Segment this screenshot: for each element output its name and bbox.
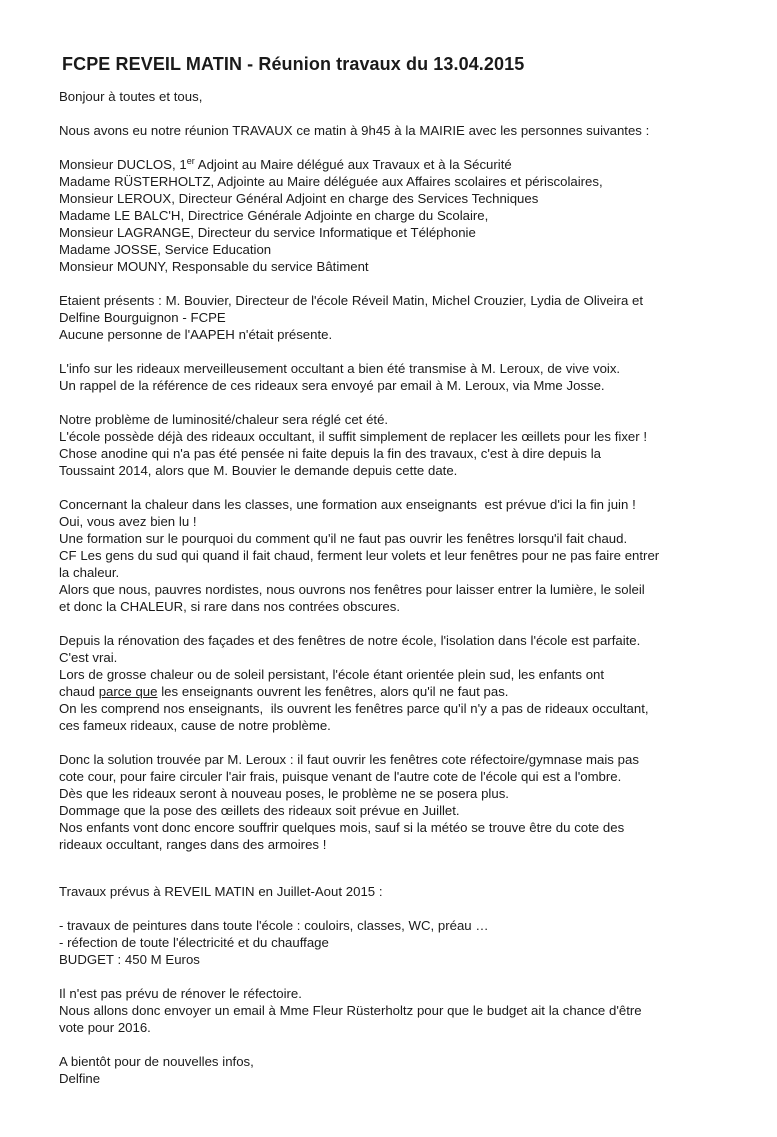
renovation-line-underlined bbox=[59, 683, 739, 700]
works-items-list bbox=[59, 917, 739, 968]
closing-paragraph bbox=[59, 1053, 739, 1087]
present-line-3: Aucune personne de l'AAPEH n'était présente. bbox=[59, 327, 333, 342]
heat-line-4: CF Les gens du sud qui quand il fait chaud, ferment leur volets et leur fenêtres pour ne pas faire entrer bbox=[59, 548, 660, 563]
luminosity-line-4: Toussaint 2014, alors que M. Bouvier le demande depuis cette date. bbox=[59, 463, 458, 478]
spacer bbox=[59, 615, 739, 632]
curtains-info-line-2: Un rappel de la référence de ces rideaux sera envoyé par email à M. Leroux, via Mme Josse. bbox=[59, 378, 605, 393]
luminosity-line-1: Notre problème de luminosité/chaleur sera réglé cet été. bbox=[59, 412, 389, 427]
underlined-phrase: parce que bbox=[98, 684, 158, 699]
renovation-paragraph bbox=[59, 632, 739, 734]
spacer bbox=[59, 343, 739, 360]
attendees-officials-list bbox=[59, 156, 739, 275]
heat-line-2: Oui, vous avez bien lu ! bbox=[59, 514, 197, 529]
solution-line-3: Dès que les rideaux seront à nouveau poses, le problème ne se posera plus. bbox=[59, 786, 509, 801]
spacer bbox=[59, 275, 739, 292]
works-budget: BUDGET : 450 M Euros bbox=[59, 952, 200, 967]
heat-line-7: et donc la CHALEUR, si rare dans nos contrées obscures. bbox=[59, 599, 401, 614]
budget-line-1: Il n'est pas prévu de rénover le réfectoire. bbox=[59, 986, 302, 1001]
spacer bbox=[59, 734, 739, 751]
spacer bbox=[59, 394, 739, 411]
budget-paragraph bbox=[59, 985, 739, 1036]
spacer bbox=[59, 968, 739, 985]
attendee-line-leroux: Monsieur LEROUX, Directeur Général Adjoint en charge des Services Techniques bbox=[59, 191, 539, 206]
attendee-line-le-balch: Madame LE BALC'H, Directrice Générale Adjointe en charge du Scolaire, bbox=[59, 208, 489, 223]
solution-line-5: Nos enfants vont donc encore souffrir quelques mois, sauf si la météo se trouve être du cote des bbox=[59, 820, 625, 835]
heat-line-5: la chaleur. bbox=[59, 565, 120, 580]
greeting-line: Bonjour à toutes et tous, bbox=[59, 89, 203, 104]
solution-line-4: Dommage que la pose des œillets des rideaux soit prévue en Juillet. bbox=[59, 803, 460, 818]
solution-line-6: rideaux occultant, ranges dans des armoires ! bbox=[59, 837, 327, 852]
solution-line-2: cote cour, pour faire circuler l'air frais, puisque venant de l'autre cote de l'école qui est a l'ombre. bbox=[59, 769, 622, 784]
renovation-line-1: Depuis la rénovation des façades et des fenêtres de notre école, l'isolation dans l'école est parfaite. bbox=[59, 633, 641, 648]
page-title: FCPE REVEIL MATIN - Réunion travaux du 13.04.2015 bbox=[62, 54, 525, 75]
present-line-2: Delfine Bourguignon - FCPE bbox=[59, 310, 226, 325]
signature-line: Delfine bbox=[59, 1071, 101, 1086]
document-body bbox=[59, 88, 739, 1087]
underline-line-after: les enseignants ouvrent les fenêtres, alors qu'il ne faut pas. bbox=[157, 684, 509, 699]
attendee-line-mouny: Monsieur MOUNY, Responsable du service Bâtiment bbox=[59, 259, 369, 274]
curtains-info-paragraph bbox=[59, 360, 739, 394]
attendee-line-josse: Madame JOSSE, Service Education bbox=[59, 242, 272, 257]
attendee-line-lagrange: Monsieur LAGRANGE, Directeur du service Informatique et Téléphonie bbox=[59, 225, 476, 240]
luminosity-paragraph bbox=[59, 411, 739, 479]
heat-line-3: Une formation sur le pourquoi du comment qu'il ne faut pas ouvrir les fenêtres lorsqu'il fait chaud. bbox=[59, 531, 628, 546]
luminosity-line-2: L'école possède déjà des rideaux occultant, il suffit simplement de replacer les œillets pour les fixer ! bbox=[59, 429, 648, 444]
closing-line: A bientôt pour de nouvelles infos, bbox=[59, 1054, 254, 1069]
attendee-duclos-prefix: Monsieur DUCLOS, 1 bbox=[59, 157, 187, 172]
attendee-duclos-ordinal: er bbox=[186, 156, 195, 166]
attendee-duclos-suffix: Adjoint au Maire délégué aux Travaux et à la Sécurité bbox=[194, 157, 512, 172]
present-paragraph bbox=[59, 292, 739, 343]
works-item-painting: - travaux de peintures dans toute l'école : couloirs, classes, WC, préau … bbox=[59, 918, 489, 933]
heat-line-6: Alors que nous, pauvres nordistes, nous ouvrons nos fenêtres pour laisser entrer la lumière, le soleil bbox=[59, 582, 645, 597]
heat-paragraph bbox=[59, 496, 739, 615]
spacer bbox=[59, 479, 739, 496]
solution-paragraph bbox=[59, 751, 739, 853]
spacer bbox=[59, 1036, 739, 1053]
underline-line-before: chaud bbox=[59, 684, 99, 699]
curtains-info-line-1: L'info sur les rideaux merveilleusement occultant a bien été transmise à M. Leroux, de vive voix. bbox=[59, 361, 621, 376]
spacer bbox=[59, 105, 739, 122]
present-line-1: Etaient présents : M. Bouvier, Directeur de l'école Réveil Matin, Michel Crouzier, Lydia de Oliveira et bbox=[59, 293, 644, 308]
spacer bbox=[59, 853, 739, 883]
works-heading: Travaux prévus à REVEIL MATIN en Juillet-Aout 2015 : bbox=[59, 884, 383, 899]
budget-line-3: vote pour 2016. bbox=[59, 1020, 151, 1035]
renovation-line-2: C'est vrai. bbox=[59, 650, 118, 665]
intro-line: Nous avons eu notre réunion TRAVAUX ce matin à 9h45 à la MAIRIE avec les personnes suivantes : bbox=[59, 123, 650, 138]
renovation-line-6: ces fameux rideaux, cause de notre problème. bbox=[59, 718, 331, 733]
attendee-line-duclos bbox=[59, 156, 739, 173]
renovation-line-5: On les comprend nos enseignants, ils ouvrent les fenêtres parce qu'il n'y a pas de rideaux occultant, bbox=[59, 701, 649, 716]
luminosity-line-3: Chose anodine qui n'a pas été pensée ni faite depuis la fin des travaux, c'est à dire depuis la bbox=[59, 446, 602, 461]
budget-line-2: Nous allons donc envoyer un email à Mme Fleur Rüsterholtz pour que le budget ait la chance d'être bbox=[59, 1003, 642, 1018]
renovation-line-3: Lors de grosse chaleur ou de soleil persistant, l'école étant orientée plein sud, les enfants ont bbox=[59, 667, 605, 682]
works-item-electricity: - réfection de toute l'électricité et du chauffage bbox=[59, 935, 329, 950]
attendee-line-rusterholtz: Madame RÜSTERHOLTZ, Adjointe au Maire déléguée aux Affaires scolaires et périscolaires, bbox=[59, 174, 603, 189]
solution-line-1: Donc la solution trouvée par M. Leroux : il faut ouvrir les fenêtres cote réfectoire/gymnase mais pas bbox=[59, 752, 639, 767]
spacer bbox=[59, 900, 739, 917]
heat-line-1: Concernant la chaleur dans les classes, une formation aux enseignants est prévue d'ici la fin juin ! bbox=[59, 497, 636, 512]
spacer bbox=[59, 139, 739, 156]
